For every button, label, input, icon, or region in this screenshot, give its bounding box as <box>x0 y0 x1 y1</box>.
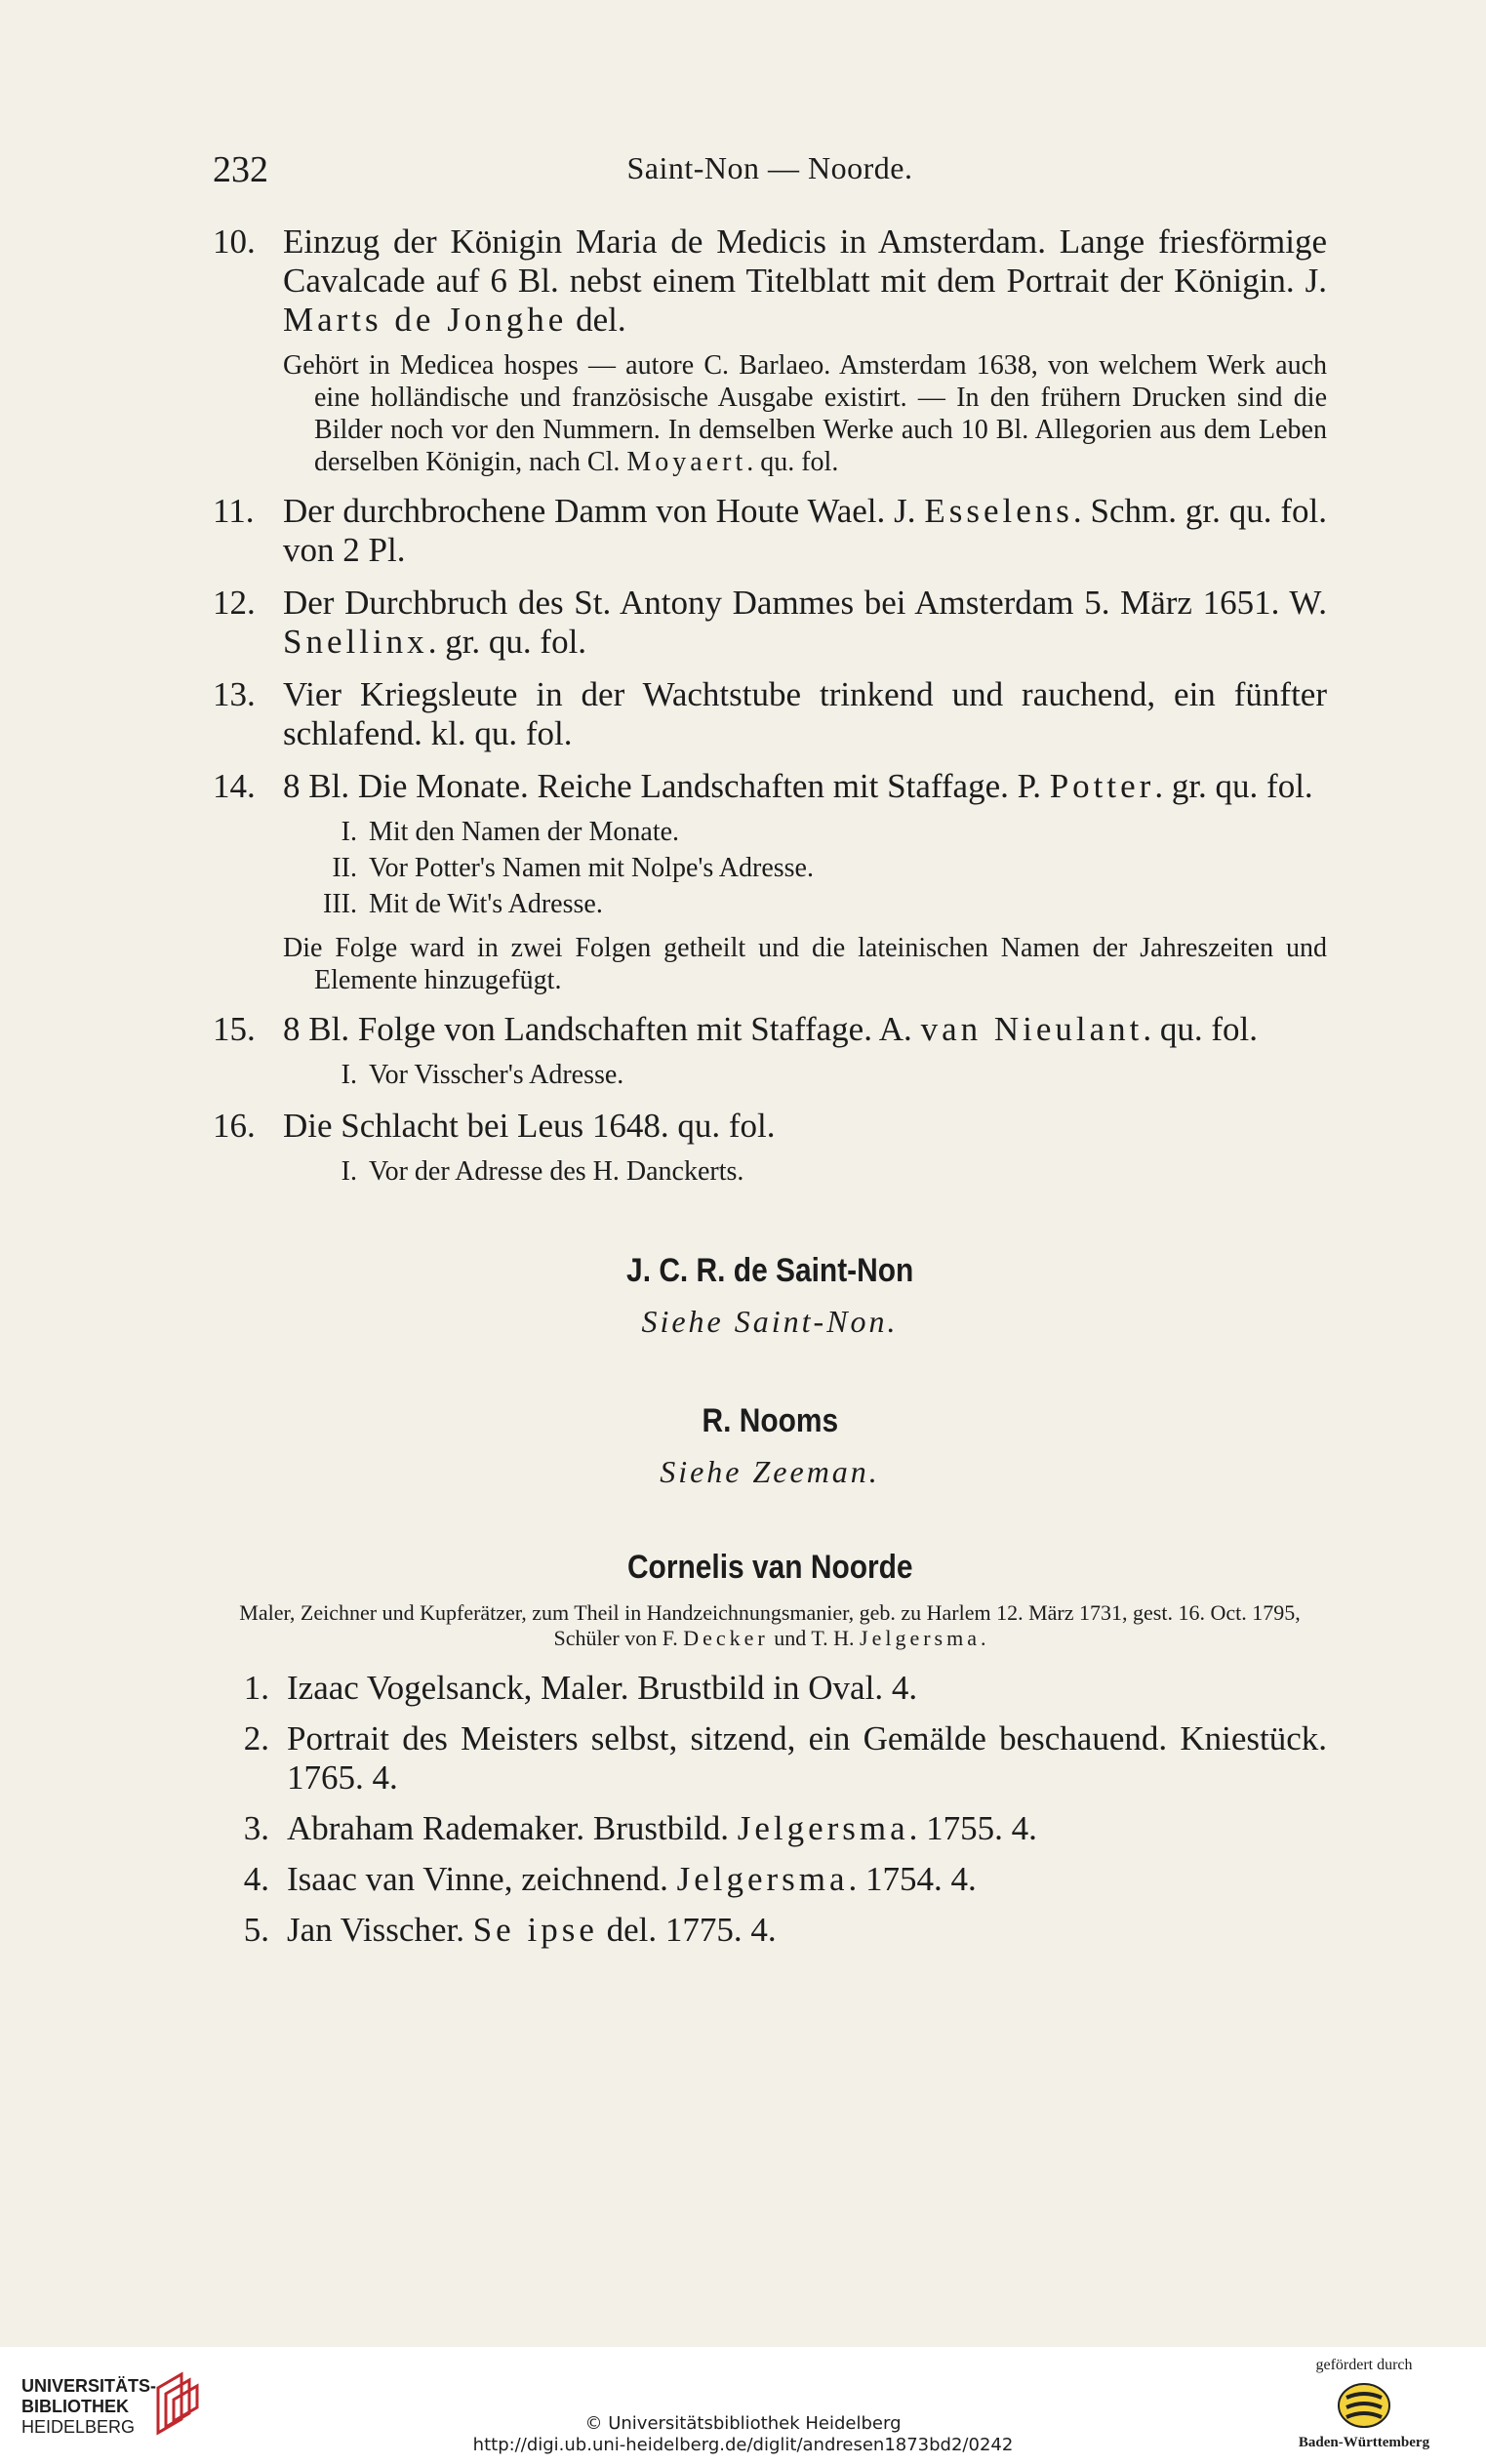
entry-note: Gehört in Medicea hospes — autore C. Barlaeo. Amsterdam 1638, von welchem Werk auch eine holländische und französische Ausgabe existirt. — In den frühern Drucken sind die Bilder noch vor den Nummern. In demselben Werke auch 10 Bl. Allegorien aus dem Leben derselben Königin, nach Cl. Moyaert. qu. fol. <box>283 350 1327 477</box>
section-title: Cornelis van Noorde <box>626 1549 913 1586</box>
entry-number: 11. <box>213 492 255 530</box>
entry-number: 12. <box>213 584 256 622</box>
state-item: II. Vor Potter's Namen mit Nolpe's Adresse. <box>332 853 814 883</box>
entry-number: 15. <box>213 1010 256 1048</box>
catalog-entry <box>213 1010 1327 1093</box>
entry-text: Die Schlacht bei Leus 1648. qu. fol. <box>283 1107 776 1145</box>
artist-name: Se ipse <box>472 1911 598 1949</box>
state-item: I. Vor Visscher's Adresse. <box>341 1060 624 1090</box>
catalog-entry <box>213 1860 1327 1899</box>
print-states <box>283 814 1327 922</box>
entry-text: Der Durchbruch des St. Antony Dammes bei Amsterdam 5. März 1651. W. Snellinx. gr. qu. fol. <box>283 584 1327 661</box>
catalog-entry <box>213 1719 1327 1798</box>
state-item: III. Mit de Wit's Adresse. <box>323 889 603 919</box>
entry-text: Isaac van Vinne, zeichnend. Jelgersma. 1754. 4. <box>287 1860 977 1898</box>
cross-reference: Siehe Zeeman. <box>660 1454 880 1489</box>
artist-name: Snellinx <box>283 623 428 661</box>
catalog-entry <box>213 1669 1327 1708</box>
entry-number: 16. <box>213 1107 256 1145</box>
catalog-entry <box>213 584 1327 662</box>
entry-number: 3. <box>243 1809 269 1847</box>
catalog-entry <box>213 1107 1327 1190</box>
print-states <box>283 1057 1327 1093</box>
state-item: I. Mit den Namen der Monate. <box>341 817 680 847</box>
entry-number: 13. <box>213 675 256 713</box>
entry-number: 2. <box>243 1719 269 1757</box>
catalog-entry <box>213 675 1327 753</box>
coat-of-arms-icon <box>1335 2380 1393 2431</box>
artist-biography: Maler, Zeichner und Kupferätzer, zum Theil in Handzeichnungsmanier, geb. zu Harlem 12. März 1731, gest. 16. Oct. 1795, Schüler von F. Decker und T. H. Jelgersma. <box>239 1600 1301 1650</box>
entry-number: 4. <box>243 1860 269 1898</box>
entry-text: Der durchbrochene Damm von Houte Wael. J. Esselens. Schm. gr. qu. fol. von 2 Pl. <box>283 492 1327 569</box>
section-heading <box>213 1402 1327 1490</box>
entry-text: 8 Bl. Folge von Landschaften mit Staffage. A. van Nieulant. qu. fol. <box>283 1010 1259 1048</box>
section-heading <box>213 1252 1327 1340</box>
works-list <box>213 1669 1327 1950</box>
entry-text: Einzug der Königin Maria de Medicis in Amsterdam. Lange friesförmige Cavalcade auf 6 Bl. nebst einem Titelblatt mit dem Portrait der Königin. J. Marts de Jonghe del. <box>283 222 1327 339</box>
catalog-entry <box>213 767 1327 996</box>
artist-name: Potter <box>1049 767 1155 805</box>
section-title: J. C. R. de Saint-Non <box>625 1252 914 1289</box>
section-title: R. Nooms <box>702 1402 838 1439</box>
entry-number: 1. <box>243 1669 269 1707</box>
library-logo: UNIVERSITÄTS- BIBLIOTHEK HEIDELBERG <box>21 2376 157 2437</box>
catalog-entry <box>213 222 1327 478</box>
entry-note: Die Folge ward in zwei Folgen getheilt und die lateinischen Namen der Jahreszeiten und Elemente hinzugefügt. <box>283 933 1327 995</box>
copyright-notice: © Universitätsbibliothek Heidelberg http://digi.ub.uni-heidelberg.de/diglit/andresen1873bd2/0242 <box>0 2413 1486 2456</box>
cross-reference: Siehe Saint-Non. <box>641 1304 899 1339</box>
source-url[interactable]: http://digi.ub.uni-heidelberg.de/diglit/andresen1873bd2/0242 <box>472 2435 1014 2455</box>
entry-text: Izaac Vogelsanck, Maler. Brustbild in Oval. 4. <box>287 1669 918 1707</box>
state-item: I. Vor der Adresse des H. Danckerts. <box>341 1156 744 1187</box>
artist-name: Jelgersma <box>676 1860 849 1898</box>
artist-name: van Nieulant <box>920 1010 1144 1048</box>
entry-number: 14. <box>213 767 256 805</box>
page-number: 232 <box>213 149 268 190</box>
entry-text: Abraham Rademaker. Brustbild. Jelgersma. 1755. 4. <box>287 1809 1037 1847</box>
running-title: Saint-Non — Noorde. <box>626 150 913 185</box>
entry-text: Portrait des Meisters selbst, sitzend, ein Gemälde beschauend. Kniestück. 1765. 4. <box>287 1719 1327 1797</box>
running-head <box>213 148 1327 197</box>
section-heading <box>213 1549 1327 1587</box>
entry-number: 10. <box>213 222 256 261</box>
entry-text: Jan Visscher. Se ipse del. 1775. 4. <box>287 1911 777 1949</box>
catalog-entry <box>213 1809 1327 1848</box>
page-body <box>213 222 1327 1961</box>
artist-name: Jelgersma <box>737 1809 909 1847</box>
entry-text: 8 Bl. Die Monate. Reiche Landschaften mit Staffage. P. Potter. gr. qu. fol. <box>283 767 1313 805</box>
entry-number: 5. <box>243 1911 269 1949</box>
catalog-entry <box>213 492 1327 570</box>
library-footer <box>0 2347 1486 2464</box>
entry-text: Vier Kriegsleute in der Wachtstube trinkend und rauchend, ein fünfter schlafend. kl. qu. fol. <box>283 675 1327 752</box>
sponsor-block: gefördert durch Baden-Württemberg <box>1298 2357 1430 2450</box>
artist-name: Esselens <box>924 492 1073 530</box>
print-states <box>283 1153 1327 1190</box>
artist-name: Marts de Jonghe <box>283 301 568 339</box>
catalog-entry <box>213 1911 1327 1950</box>
